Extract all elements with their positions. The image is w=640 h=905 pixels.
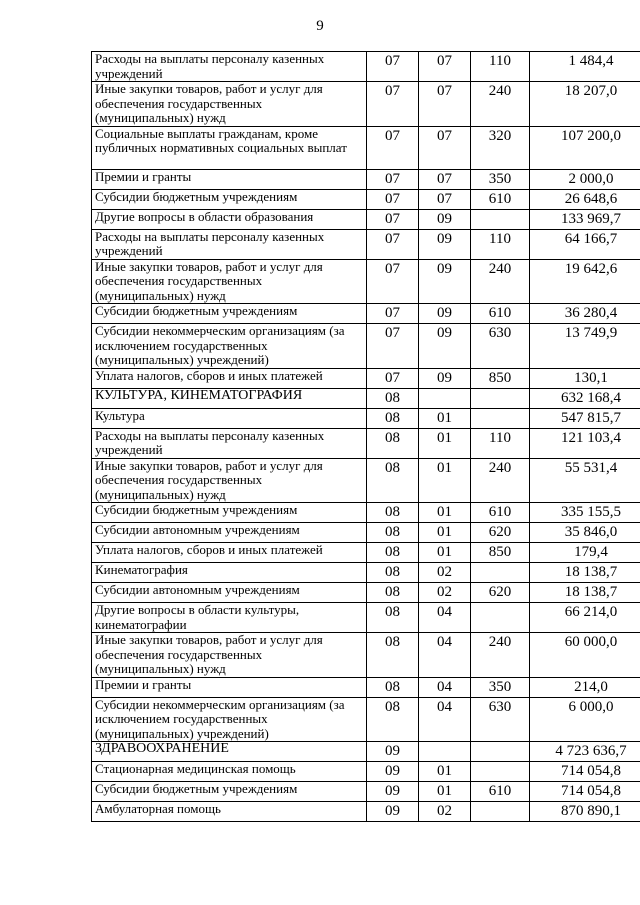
row-subsection-code: 02 xyxy=(419,802,471,822)
row-amount: 26 648,6 xyxy=(530,189,640,209)
row-name: ЗДРАВООХРАНЕНИЕ xyxy=(92,742,367,762)
row-subsection-code: 04 xyxy=(419,633,471,678)
row-section-code: 08 xyxy=(367,603,419,633)
row-subsection-code: 09 xyxy=(419,368,471,388)
row-name: Субсидии бюджетным учреждениям xyxy=(92,782,367,802)
row-expense-type-code: 240 xyxy=(471,458,530,503)
row-subsection-code: 01 xyxy=(419,543,471,563)
row-subsection-code: 04 xyxy=(419,677,471,697)
row-name: Культура xyxy=(92,408,367,428)
table-row xyxy=(92,458,640,503)
row-name: Другие вопросы в области образования xyxy=(92,209,367,229)
row-amount: 714 054,8 xyxy=(530,782,640,802)
row-section-code: 09 xyxy=(367,782,419,802)
row-subsection-code: 07 xyxy=(419,52,471,82)
row-section-code: 09 xyxy=(367,802,419,822)
row-amount: 547 815,7 xyxy=(530,408,640,428)
table-row xyxy=(92,563,640,583)
row-subsection-code: 09 xyxy=(419,259,471,304)
row-expense-type-code: 610 xyxy=(471,189,530,209)
row-subsection-code: 01 xyxy=(419,458,471,503)
row-section-code: 07 xyxy=(367,189,419,209)
row-name: Уплата налогов, сборов и иных платежей xyxy=(92,368,367,388)
table-row xyxy=(92,126,640,169)
row-name: Уплата налогов, сборов и иных платежей xyxy=(92,543,367,563)
row-expense-type-code: 350 xyxy=(471,677,530,697)
row-expense-type-code: 240 xyxy=(471,259,530,304)
row-amount: 632 168,4 xyxy=(530,388,640,408)
table-row xyxy=(92,368,640,388)
row-subsection-code: 09 xyxy=(419,209,471,229)
row-section-code: 08 xyxy=(367,583,419,603)
table-row xyxy=(92,762,640,782)
row-subsection-code: 09 xyxy=(419,324,471,369)
row-section-code: 07 xyxy=(367,324,419,369)
row-amount: 179,4 xyxy=(530,543,640,563)
row-section-code: 09 xyxy=(367,762,419,782)
table-row xyxy=(92,169,640,189)
row-subsection-code: 01 xyxy=(419,428,471,458)
row-section-code: 08 xyxy=(367,503,419,523)
row-amount: 60 000,0 xyxy=(530,633,640,678)
row-amount: 107 200,0 xyxy=(530,126,640,169)
row-name: Иные закупки товаров, работ и услуг для обеспечения государственных (муниципальных) нужд xyxy=(92,633,367,678)
row-section-code: 07 xyxy=(367,259,419,304)
row-section-code: 08 xyxy=(367,563,419,583)
row-subsection-code: 01 xyxy=(419,762,471,782)
row-name: Субсидии бюджетным учреждениям xyxy=(92,304,367,324)
row-amount: 13 749,9 xyxy=(530,324,640,369)
row-expense-type-code xyxy=(471,388,530,408)
row-name: Премии и гранты xyxy=(92,677,367,697)
row-amount: 19 642,6 xyxy=(530,259,640,304)
row-subsection-code: 07 xyxy=(419,82,471,127)
table-row xyxy=(92,324,640,369)
row-section-code: 08 xyxy=(367,458,419,503)
row-expense-type-code: 630 xyxy=(471,324,530,369)
row-amount: 121 103,4 xyxy=(530,428,640,458)
row-expense-type-code xyxy=(471,408,530,428)
row-expense-type-code: 240 xyxy=(471,82,530,127)
row-section-code: 08 xyxy=(367,428,419,458)
row-amount: 214,0 xyxy=(530,677,640,697)
row-amount: 64 166,7 xyxy=(530,229,640,259)
row-name: Амбулаторная помощь xyxy=(92,802,367,822)
row-expense-type-code: 240 xyxy=(471,633,530,678)
row-section-code: 07 xyxy=(367,368,419,388)
row-expense-type-code: 110 xyxy=(471,52,530,82)
row-section-code: 07 xyxy=(367,82,419,127)
row-section-code: 08 xyxy=(367,677,419,697)
row-amount: 335 155,5 xyxy=(530,503,640,523)
row-section-code: 07 xyxy=(367,126,419,169)
budget-table xyxy=(91,51,640,822)
row-subsection-code: 01 xyxy=(419,408,471,428)
row-section-code: 07 xyxy=(367,169,419,189)
row-expense-type-code xyxy=(471,742,530,762)
row-name: Расходы на выплаты персоналу казенных учреждений xyxy=(92,52,367,82)
row-expense-type-code xyxy=(471,603,530,633)
row-expense-type-code: 610 xyxy=(471,782,530,802)
row-name: Субсидии автономным учреждениям xyxy=(92,523,367,543)
row-section-code: 08 xyxy=(367,633,419,678)
row-name: Субсидии автономным учреждениям xyxy=(92,583,367,603)
row-section-code: 07 xyxy=(367,52,419,82)
table-row xyxy=(92,304,640,324)
page-number: 9 xyxy=(316,18,324,34)
table-row xyxy=(92,229,640,259)
row-amount: 4 723 636,7 xyxy=(530,742,640,762)
row-subsection-code: 04 xyxy=(419,697,471,742)
table-row xyxy=(92,388,640,408)
row-section-code: 08 xyxy=(367,523,419,543)
row-section-code: 07 xyxy=(367,229,419,259)
row-amount: 18 138,7 xyxy=(530,563,640,583)
row-expense-type-code: 320 xyxy=(471,126,530,169)
table-row xyxy=(92,259,640,304)
table-row xyxy=(92,543,640,563)
row-name: Расходы на выплаты персоналу казенных учреждений xyxy=(92,428,367,458)
row-expense-type-code: 630 xyxy=(471,697,530,742)
row-expense-type-code: 610 xyxy=(471,304,530,324)
row-expense-type-code xyxy=(471,563,530,583)
row-name: Другие вопросы в области культуры, кинематографии xyxy=(92,603,367,633)
row-amount: 36 280,4 xyxy=(530,304,640,324)
row-name: Иные закупки товаров, работ и услуг для обеспечения государственных (муниципальных) нужд xyxy=(92,259,367,304)
row-expense-type-code: 620 xyxy=(471,523,530,543)
row-subsection-code: 09 xyxy=(419,229,471,259)
row-expense-type-code xyxy=(471,762,530,782)
row-name: Субсидии некоммерческим организациям (за исключением государственных (муниципальных) учреждений) xyxy=(92,697,367,742)
row-subsection-code xyxy=(419,742,471,762)
row-subsection-code: 01 xyxy=(419,782,471,802)
table-row xyxy=(92,802,640,822)
row-subsection-code: 04 xyxy=(419,603,471,633)
table-row xyxy=(92,189,640,209)
table-row xyxy=(92,782,640,802)
table-row xyxy=(92,697,640,742)
table-row xyxy=(92,523,640,543)
budget-table-body xyxy=(92,52,640,822)
row-expense-type-code: 620 xyxy=(471,583,530,603)
table-row xyxy=(92,583,640,603)
row-subsection-code: 01 xyxy=(419,503,471,523)
table-row xyxy=(92,677,640,697)
row-amount: 714 054,8 xyxy=(530,762,640,782)
row-subsection-code: 09 xyxy=(419,304,471,324)
row-expense-type-code: 350 xyxy=(471,169,530,189)
row-subsection-code xyxy=(419,388,471,408)
row-section-code: 08 xyxy=(367,697,419,742)
row-subsection-code: 07 xyxy=(419,126,471,169)
row-amount: 66 214,0 xyxy=(530,603,640,633)
row-amount: 6 000,0 xyxy=(530,697,640,742)
row-name: Премии и гранты xyxy=(92,169,367,189)
row-section-code: 07 xyxy=(367,209,419,229)
row-subsection-code: 02 xyxy=(419,583,471,603)
row-expense-type-code: 850 xyxy=(471,543,530,563)
table-row xyxy=(92,503,640,523)
row-amount: 130,1 xyxy=(530,368,640,388)
row-subsection-code: 07 xyxy=(419,189,471,209)
table-row xyxy=(92,633,640,678)
row-amount: 18 138,7 xyxy=(530,583,640,603)
row-amount: 133 969,7 xyxy=(530,209,640,229)
row-name: Иные закупки товаров, работ и услуг для обеспечения государственных (муниципальных) нужд xyxy=(92,82,367,127)
row-expense-type-code: 110 xyxy=(471,229,530,259)
row-subsection-code: 07 xyxy=(419,169,471,189)
row-amount: 2 000,0 xyxy=(530,169,640,189)
row-amount: 18 207,0 xyxy=(530,82,640,127)
table-row xyxy=(92,408,640,428)
row-subsection-code: 01 xyxy=(419,523,471,543)
row-name: Иные закупки товаров, работ и услуг для обеспечения государственных (муниципальных) нужд xyxy=(92,458,367,503)
row-section-code: 09 xyxy=(367,742,419,762)
row-expense-type-code: 110 xyxy=(471,428,530,458)
row-amount: 1 484,4 xyxy=(530,52,640,82)
row-name: Расходы на выплаты персоналу казенных учреждений xyxy=(92,229,367,259)
row-section-code: 08 xyxy=(367,388,419,408)
row-name: КУЛЬТУРА, КИНЕМАТОГРАФИЯ xyxy=(92,388,367,408)
row-name: Субсидии некоммерческим организациям (за исключением государственных (муниципальных) учреждений) xyxy=(92,324,367,369)
table-row xyxy=(92,603,640,633)
row-section-code: 07 xyxy=(367,304,419,324)
table-row xyxy=(92,82,640,127)
row-name: Социальные выплаты гражданам, кроме публичных нормативных социальных выплат xyxy=(92,126,367,169)
row-expense-type-code: 850 xyxy=(471,368,530,388)
row-name: Субсидии бюджетным учреждениям xyxy=(92,503,367,523)
row-section-code: 08 xyxy=(367,408,419,428)
row-name: Кинематография xyxy=(92,563,367,583)
row-amount: 35 846,0 xyxy=(530,523,640,543)
row-amount: 870 890,1 xyxy=(530,802,640,822)
table-row xyxy=(92,52,640,82)
table-row xyxy=(92,428,640,458)
row-expense-type-code xyxy=(471,802,530,822)
row-name: Стационарная медицинская помощь xyxy=(92,762,367,782)
row-section-code: 08 xyxy=(367,543,419,563)
row-subsection-code: 02 xyxy=(419,563,471,583)
row-expense-type-code xyxy=(471,209,530,229)
table-row xyxy=(92,209,640,229)
row-amount: 55 531,4 xyxy=(530,458,640,503)
row-name: Субсидии бюджетным учреждениям xyxy=(92,189,367,209)
row-expense-type-code: 610 xyxy=(471,503,530,523)
table-row xyxy=(92,742,640,762)
